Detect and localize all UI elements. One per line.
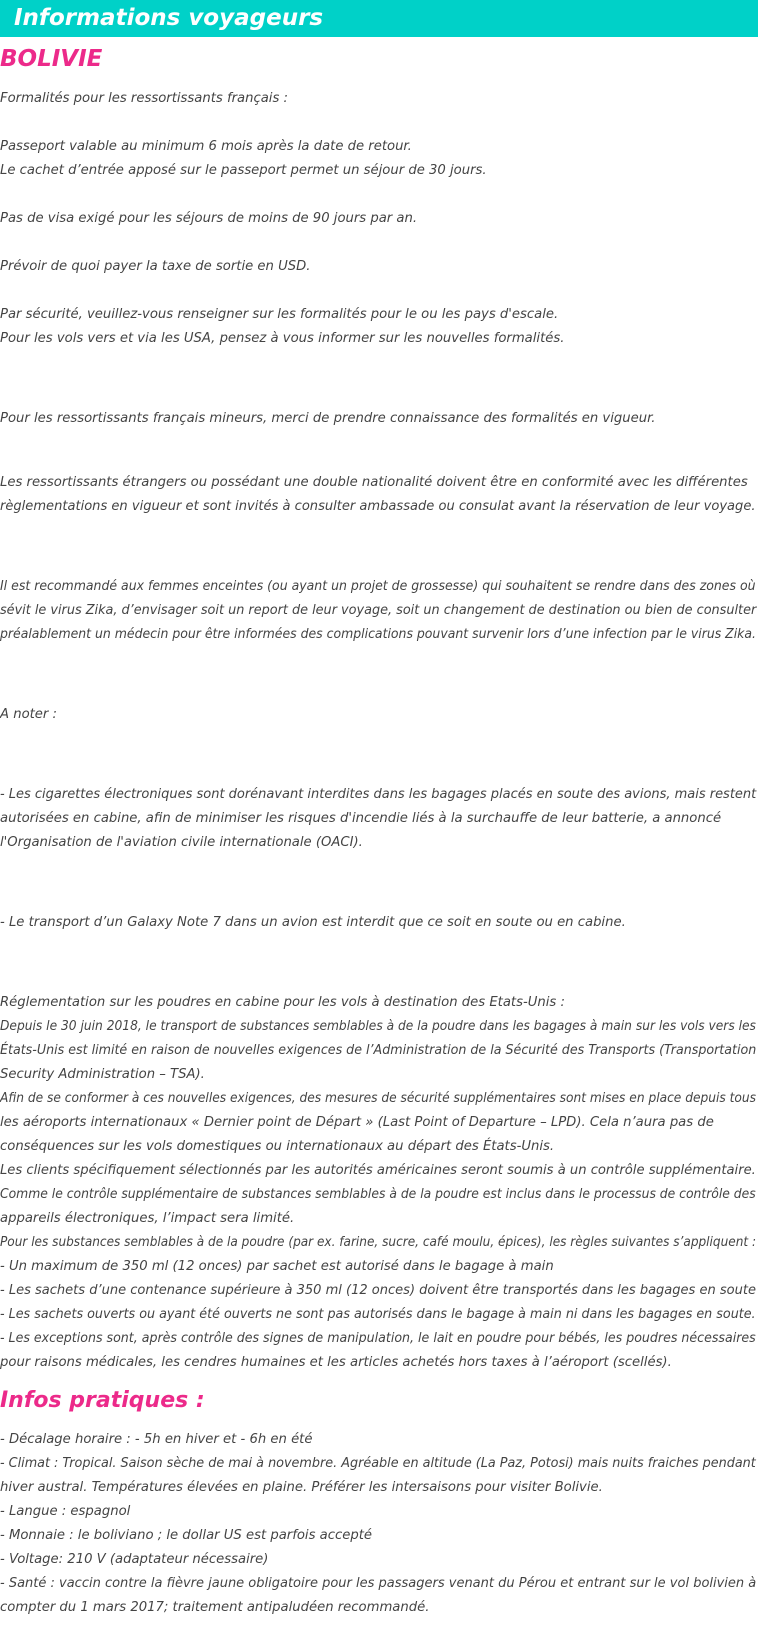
ecig-text-line-1: - Les cigarettes électroniques sont dorénavant interdites dans les bagages placés en soute des avions, mais restent <box>0 787 757 802</box>
powder-rule-line: Les clients spécifiquement sélectionnés par les autorités américaines seront soumis à un contrôle supplémentaire. <box>0 1163 756 1178</box>
page-title: Informations voyageurs <box>14 5 324 31</box>
practical-info-line: - Santé : vaccin contre la fièvre jaune obligatoire pour les passagers venant du Pérou et entrant sur le vol bolivien à <box>0 1576 757 1591</box>
powder-rule-line: appareils électroniques, l’impact sera limité. <box>0 1211 295 1226</box>
practical-info-line: - Langue : espagnol <box>0 1504 131 1519</box>
country-title: BOLIVIE <box>0 46 103 72</box>
practical-info-title: Infos pratiques : <box>0 1388 205 1413</box>
practical-info-line: hiver austral. Températures élevées en plaine. Préférer les intersaisons pour visiter Bolivie. <box>0 1480 603 1495</box>
exit-tax-text: Prévoir de quoi payer la taxe de sortie en USD. <box>0 259 311 274</box>
galaxy-note-text: - Le transport d’un Galaxy Note 7 dans un avion est interdit que ce soit en soute ou en cabine. <box>0 915 626 930</box>
powder-rule-line: Depuis le 30 juin 2018, le transport de substances semblables à de la poudre dans les bagages à main sur les vols vers les <box>0 1019 756 1034</box>
practical-info-line: - Monnaie : le boliviano ; le dollar US est parfois accepté <box>0 1528 372 1543</box>
powder-rule-title: Réglementation sur les poudres en cabine pour les vols à destination des Etats-Unis : <box>0 995 565 1010</box>
passport-validity-text: Passeport valable au minimum 6 mois après la date de retour. <box>0 139 412 154</box>
powder-rule-line: États-Unis est limité en raison de nouvelles exigences de l’Administration de la Sécurité des Transports (Transportation <box>0 1043 757 1058</box>
powder-rule-line: - Les sachets ouverts ou ayant été ouverts ne sont pas autorisés dans le bagage à main ni dans les bagages en soute. <box>0 1307 756 1322</box>
powder-rule-line: conséquences sur les vols domestiques ou internationaux au départ des États-Unis. <box>0 1139 555 1154</box>
entry-stamp-text: Le cachet d’entrée apposé sur le passeport permet un séjour de 30 jours. <box>0 163 487 178</box>
powder-rule-line: Security Administration – TSA). <box>0 1067 205 1082</box>
powder-rule-line: - Les sachets d’une contenance supérieure à 350 ml (12 onces) doivent être transportés dans les bagages en soute <box>0 1283 756 1298</box>
foreigners-text-line-2: règlementations en vigueur et sont invités à consulter ambassade ou consulat avant la réservation de leur voyage. <box>0 499 756 514</box>
powder-rule-line: les aéroports internationaux « Dernier point de Départ » (Last Point of Departure – LPD). Cela n’aura pas de <box>0 1115 714 1130</box>
practical-info-line: - Climat : Tropical. Saison sèche de mai à novembre. Agréable en altitude (La Paz, Potosi) mais nuits fraiches pendant <box>0 1456 756 1471</box>
formalities-intro: Formalités pour les ressortissants français : <box>0 91 288 106</box>
ecig-text-line-2: autorisées en cabine, afin de minimiser les risques d'incendie liés à la surchauffe de leur batterie, a annoncé <box>0 811 722 826</box>
minors-text: Pour les ressortissants français mineurs, merci de prendre connaissance des formalités en vigueur. <box>0 411 656 426</box>
practical-info-line: compter du 1 mars 2017; traitement antipaludéen recommandé. <box>0 1600 430 1615</box>
practical-info-line: - Décalage horaire : - 5h en hiver et - 6h en été <box>0 1432 313 1447</box>
ecig-text-line-3: l'Organisation de l'aviation civile internationale (OACI). <box>0 835 363 850</box>
foreigners-text-line-1: Les ressortissants étrangers ou possédant une double nationalité doivent être en conformité avec les différentes <box>0 475 748 490</box>
stopover-formalities-text: Par sécurité, veuillez-vous renseigner sur les formalités pour le ou les pays d'escale. <box>0 307 559 322</box>
powder-rule-line: Pour les substances semblables à de la poudre (par ex. farine, sucre, café moulu, épices), les règles suivantes s’appliquent : <box>0 1235 757 1250</box>
usa-formalities-text: Pour les vols vers et via les USA, pensez à vous informer sur les nouvelles formalités. <box>0 331 565 346</box>
powder-rule-line: Comme le contrôle supplémentaire de substances semblables à de la poudre est inclus dans le processus de contrôle des <box>0 1187 756 1202</box>
header-bar <box>0 0 758 37</box>
zika-text-line-3: préalablement un médecin pour être informées des complications pouvant survenir lors d’une infection par le virus Zika. <box>0 627 757 642</box>
powder-rule-line: - Un maximum de 350 ml (12 onces) par sachet est autorisé dans le bagage à main <box>0 1259 554 1274</box>
zika-text-line-2: sévit le virus Zika, d’envisager soit un report de leur voyage, soit un changement de destination ou bien de consulter <box>0 603 757 618</box>
note-heading: A noter : <box>0 707 57 722</box>
zika-text-line-1: Il est recommandé aux femmes enceintes (ou ayant un projet de grossesse) qui souhaitent se rendre dans des zones où <box>0 579 756 594</box>
powder-rule-line: pour raisons médicales, les cendres humaines et les articles achetés hors taxes à l’aéroport (scellés). <box>0 1355 672 1370</box>
practical-info-line: - Voltage: 210 V (adaptateur nécessaire) <box>0 1552 269 1567</box>
powder-rule-line: Afin de se conformer à ces nouvelles exigences, des mesures de sécurité supplémentaires sont mises en place depuis tous <box>0 1091 757 1106</box>
visa-text: Pas de visa exigé pour les séjours de moins de 90 jours par an. <box>0 211 418 226</box>
powder-rule-line: - Les exceptions sont, après contrôle des signes de manipulation, le lait en poudre pour bébés, les poudres nécessaires <box>0 1331 756 1346</box>
